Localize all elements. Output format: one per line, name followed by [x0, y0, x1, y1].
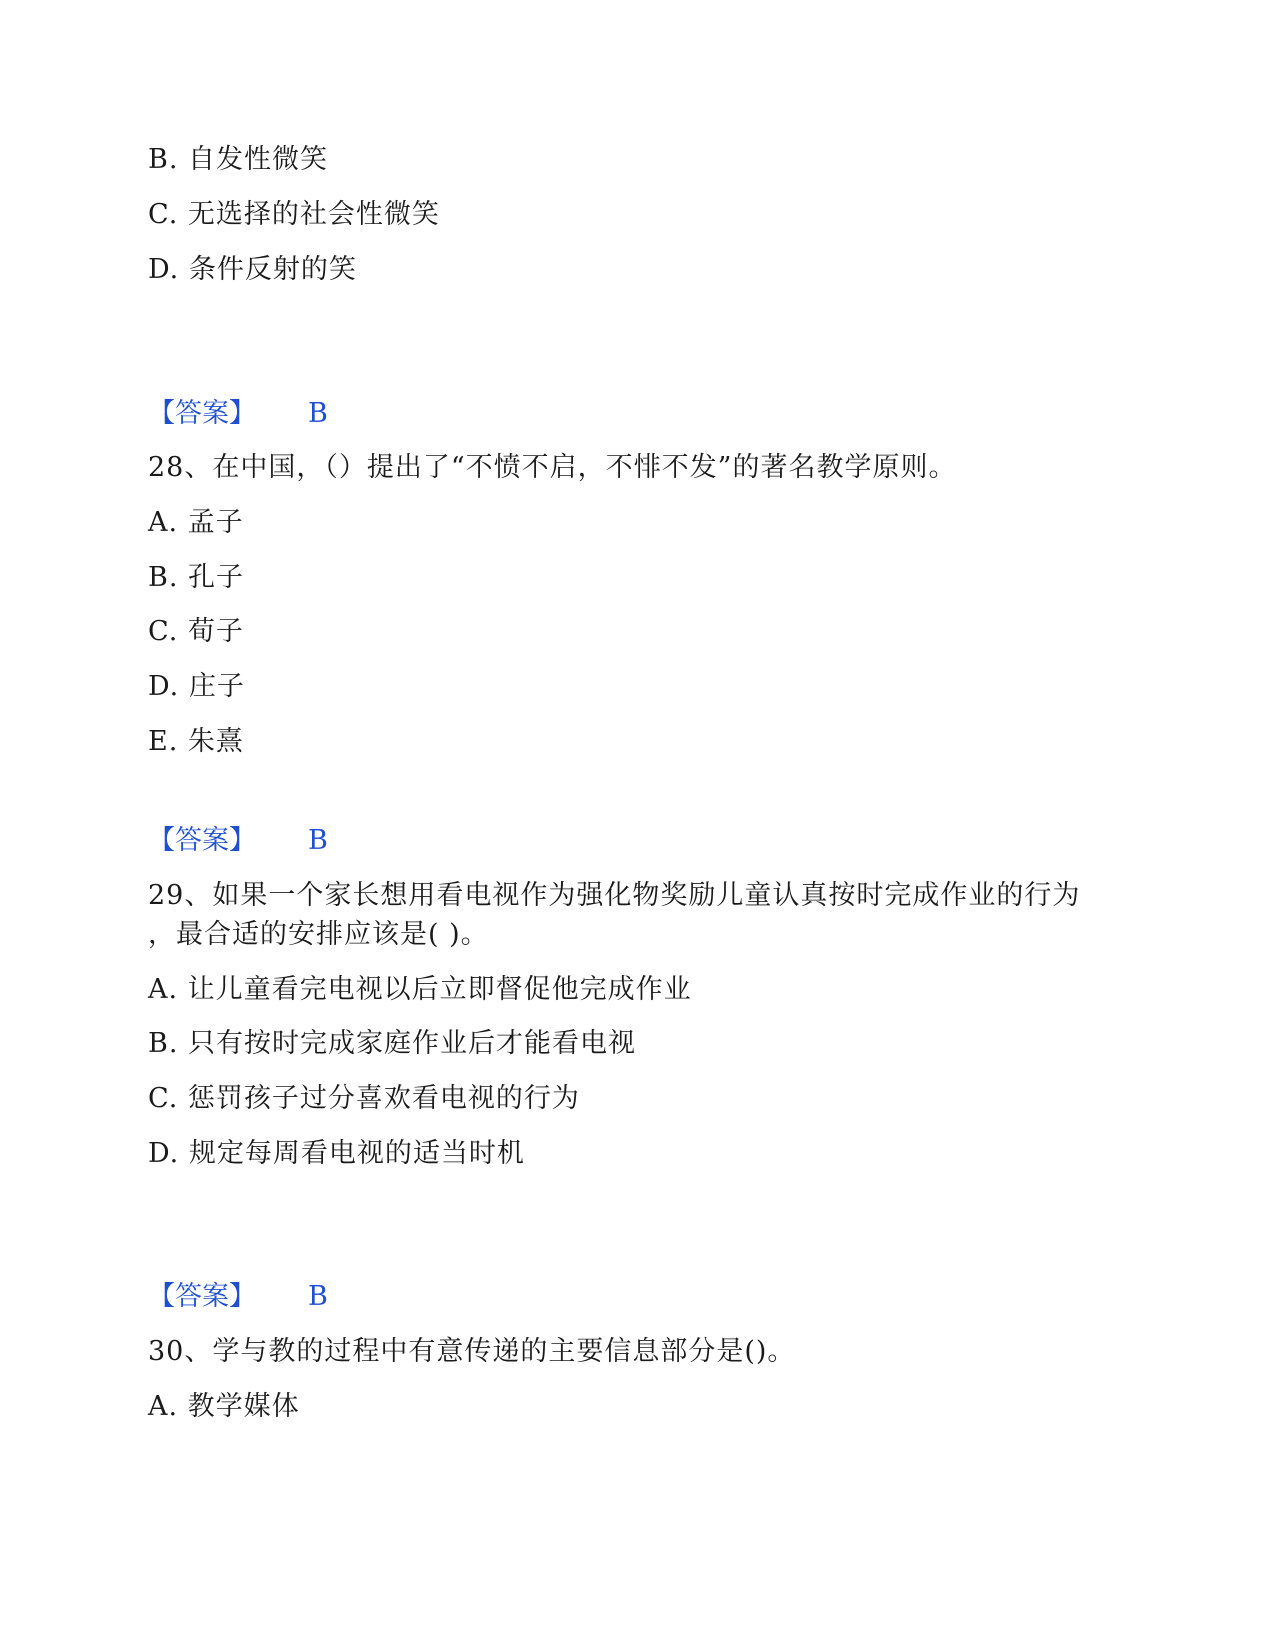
q29-question-line2: ，最合适的安排应该是( )。 [148, 919, 489, 950]
q29-answer [148, 1279, 328, 1315]
answer-value: B [308, 398, 328, 429]
q29-option-a: A. 让儿童看完电视以后立即督促他完成作业 [148, 974, 692, 1005]
answer-label: 【答案】 [148, 825, 256, 856]
q28-answer [148, 823, 328, 859]
q28-option-b: B. 孔子 [148, 562, 245, 593]
q29-option-c: C. 惩罚孩子过分喜欢看电视的行为 [148, 1083, 580, 1114]
q27-answer [148, 396, 328, 432]
q28-option-a: A. 孟子 [148, 507, 244, 538]
q27-option-c: C. 无选择的社会性微笑 [148, 199, 440, 230]
q28-question: 28、在中国，（）提出了“不愤不启，不悱不发”的著名教学原则。 [148, 452, 957, 483]
q30-option-a: A. 教学媒体 [148, 1391, 300, 1422]
q28-option-e: E. 朱熹 [148, 726, 244, 757]
q29-option-b: B. 只有按时完成家庭作业后才能看电视 [148, 1028, 637, 1059]
q29-question-line1: 29、如果一个家长想用看电视作为强化物奖励儿童认真按时完成作业的行为 [148, 880, 1081, 911]
answer-label: 【答案】 [148, 1281, 256, 1312]
q28-option-c: C. 荀子 [148, 616, 244, 647]
q30-question: 30、学与教的过程中有意传递的主要信息部分是()。 [148, 1336, 796, 1367]
answer-label: 【答案】 [148, 398, 256, 429]
answer-value: B [308, 1281, 328, 1312]
q28-option-d: D. 庄子 [148, 671, 245, 702]
answer-value: B [308, 825, 328, 856]
q27-option-b: B. 自发性微笑 [148, 144, 329, 175]
q27-option-d: D. 条件反射的笑 [148, 254, 357, 285]
q29-option-d: D. 规定每周看电视的适当时机 [148, 1138, 525, 1169]
